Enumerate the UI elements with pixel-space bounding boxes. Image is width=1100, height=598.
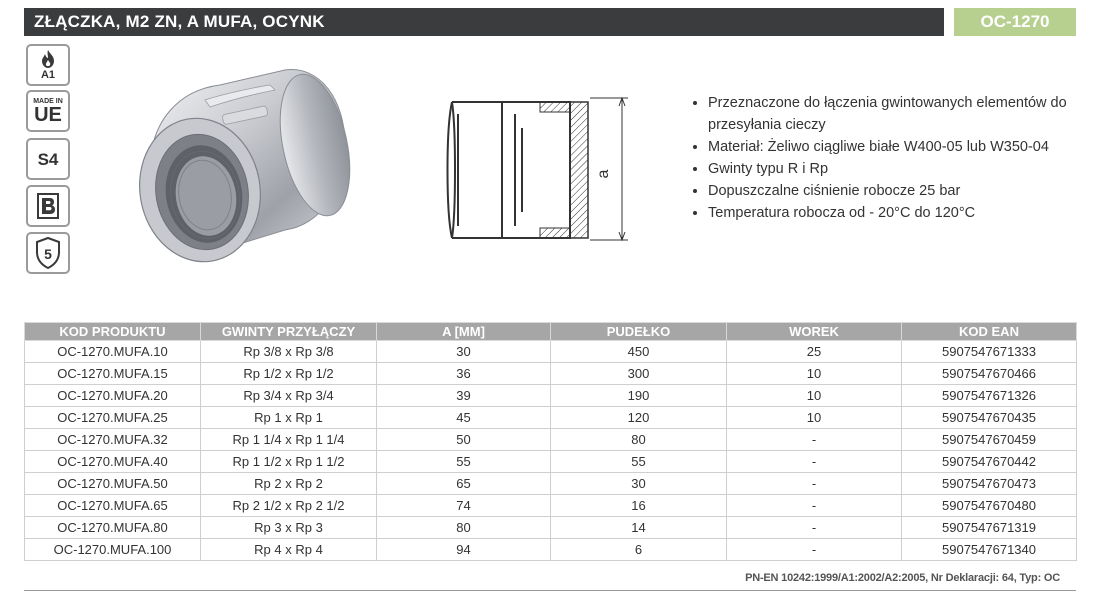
dimension-label: a — [595, 169, 612, 179]
header-gwinty: GWINTY PRZYŁĄCZY — [201, 323, 377, 341]
cell-ean: 5907547670480 — [902, 495, 1077, 517]
cell-code: OC-1270.MUFA.32 — [25, 429, 201, 451]
cell-bag: - — [727, 517, 902, 539]
cell-box: 300 — [551, 363, 727, 385]
cell-bag: - — [727, 473, 902, 495]
cell-code: OC-1270.MUFA.65 — [25, 495, 201, 517]
table-row — [25, 363, 1077, 385]
cell-a: 94 — [377, 539, 551, 561]
cell-ean: 5907547670442 — [902, 451, 1077, 473]
product-photo — [110, 60, 370, 270]
cell-box: 16 — [551, 495, 727, 517]
cell-a: 36 — [377, 363, 551, 385]
cell-threads: Rp 3 x Rp 3 — [201, 517, 377, 539]
feature-item: • Gwinty typu R i Rp — [708, 158, 1100, 180]
table-row — [25, 407, 1077, 429]
cell-bag: 10 — [727, 407, 902, 429]
cell-threads: Rp 2 x Rp 2 — [201, 473, 377, 495]
cell-box: 14 — [551, 517, 727, 539]
cell-bag: 25 — [727, 341, 902, 363]
warranty-shield-icon — [26, 232, 70, 274]
b-certificate-icon — [26, 185, 70, 227]
cell-threads: Rp 3/4 x Rp 3/4 — [201, 385, 377, 407]
feature-item: • Przeznaczone do łączenia gwintowanych elementów do przesyłania cieczy — [708, 92, 1100, 136]
cell-bag: 10 — [727, 385, 902, 407]
cell-code: OC-1270.MUFA.15 — [25, 363, 201, 385]
table-row — [25, 429, 1077, 451]
cell-ean: 5907547670435 — [902, 407, 1077, 429]
cell-box: 80 — [551, 429, 727, 451]
cell-bag: - — [727, 539, 902, 561]
product-table — [24, 322, 1077, 561]
table-row — [25, 495, 1077, 517]
table-row — [25, 473, 1077, 495]
cert-s4-label: S4 — [37, 149, 59, 169]
made-in-eu-icon — [26, 90, 70, 132]
cell-code: OC-1270.MUFA.20 — [25, 385, 201, 407]
table-row — [25, 451, 1077, 473]
cell-ean: 5907547670466 — [902, 363, 1077, 385]
cell-code: OC-1270.MUFA.40 — [25, 451, 201, 473]
cell-ean: 5907547671340 — [902, 539, 1077, 561]
cell-bag: - — [727, 495, 902, 517]
cell-ean: 5907547670473 — [902, 473, 1077, 495]
feature-item: • Dopuszczalne ciśnienie robocze 25 bar — [708, 180, 1100, 202]
s4-icon — [26, 138, 70, 180]
cell-a: 45 — [377, 407, 551, 429]
cell-bag: 10 — [727, 363, 902, 385]
header-a-mm: A [MM] — [377, 323, 551, 341]
cell-threads: Rp 2 1/2 x Rp 2 1/2 — [201, 495, 377, 517]
table-row — [25, 341, 1077, 363]
cell-a: 30 — [377, 341, 551, 363]
table-header-row — [25, 323, 1077, 341]
feature-item: • Temperatura robocza od - 20°C do 120°C — [708, 202, 1100, 224]
flame-icon — [26, 44, 70, 86]
cert-ue-label: UE — [34, 103, 62, 126]
cell-box: 120 — [551, 407, 727, 429]
cert-warranty-label: 5 — [44, 246, 52, 262]
technical-drawing — [440, 88, 640, 248]
cell-code: OC-1270.MUFA.25 — [25, 407, 201, 429]
cell-bag: - — [727, 429, 902, 451]
cell-a: 50 — [377, 429, 551, 451]
features-list — [690, 92, 1100, 224]
cell-ean: 5907547671333 — [902, 341, 1077, 363]
cert-made-in-label: MADE IN — [33, 97, 63, 105]
cell-a: 55 — [377, 451, 551, 473]
cell-bag: - — [727, 451, 902, 473]
header-worek: WOREK — [727, 323, 902, 341]
cell-box: 6 — [551, 539, 727, 561]
cell-threads: Rp 1 x Rp 1 — [201, 407, 377, 429]
header-kod-produktu: KOD PRODUKTU — [25, 323, 201, 341]
cell-a: 39 — [377, 385, 551, 407]
bottom-divider — [24, 590, 1076, 591]
cell-threads: Rp 1 1/4 x Rp 1 1/4 — [201, 429, 377, 451]
table-row — [25, 539, 1077, 561]
cell-box: 55 — [551, 451, 727, 473]
cell-a: 65 — [377, 473, 551, 495]
cell-a: 80 — [377, 517, 551, 539]
cell-ean: 5907547671319 — [902, 517, 1077, 539]
product-code-badge: OC-1270 — [954, 8, 1076, 36]
page-title: ZŁĄCZKA, M2 ZN, A MUFA, OCYNK — [34, 12, 325, 31]
cell-threads: Rp 1 1/2 x Rp 1 1/2 — [201, 451, 377, 473]
cell-ean: 5907547671326 — [902, 385, 1077, 407]
cell-ean: 5907547670459 — [902, 429, 1077, 451]
cell-threads: Rp 3/8 x Rp 3/8 — [201, 341, 377, 363]
cell-code: OC-1270.MUFA.100 — [25, 539, 201, 561]
cell-threads: Rp 4 x Rp 4 — [201, 539, 377, 561]
cell-a: 74 — [377, 495, 551, 517]
cell-box: 190 — [551, 385, 727, 407]
feature-item: • Materiał: Żeliwo ciągliwe białe W400-05 lub W350-04 — [708, 136, 1100, 158]
table-row — [25, 385, 1077, 407]
cert-a1-label: A1 — [40, 69, 56, 81]
standard-footnote: PN-EN 10242:1999/A1:2002/A2:2005, Nr Deklaracji: 64, Typ: OC — [745, 572, 1060, 584]
cell-box: 30 — [551, 473, 727, 495]
cell-code: OC-1270.MUFA.50 — [25, 473, 201, 495]
cell-code: OC-1270.MUFA.10 — [25, 341, 201, 363]
cell-threads: Rp 1/2 x Rp 1/2 — [201, 363, 377, 385]
cell-box: 450 — [551, 341, 727, 363]
header-pudelko: PUDEŁKO — [551, 323, 727, 341]
table-row — [25, 517, 1077, 539]
title-bar — [24, 8, 944, 36]
header-kod-ean: KOD EAN — [902, 323, 1077, 341]
cell-code: OC-1270.MUFA.80 — [25, 517, 201, 539]
